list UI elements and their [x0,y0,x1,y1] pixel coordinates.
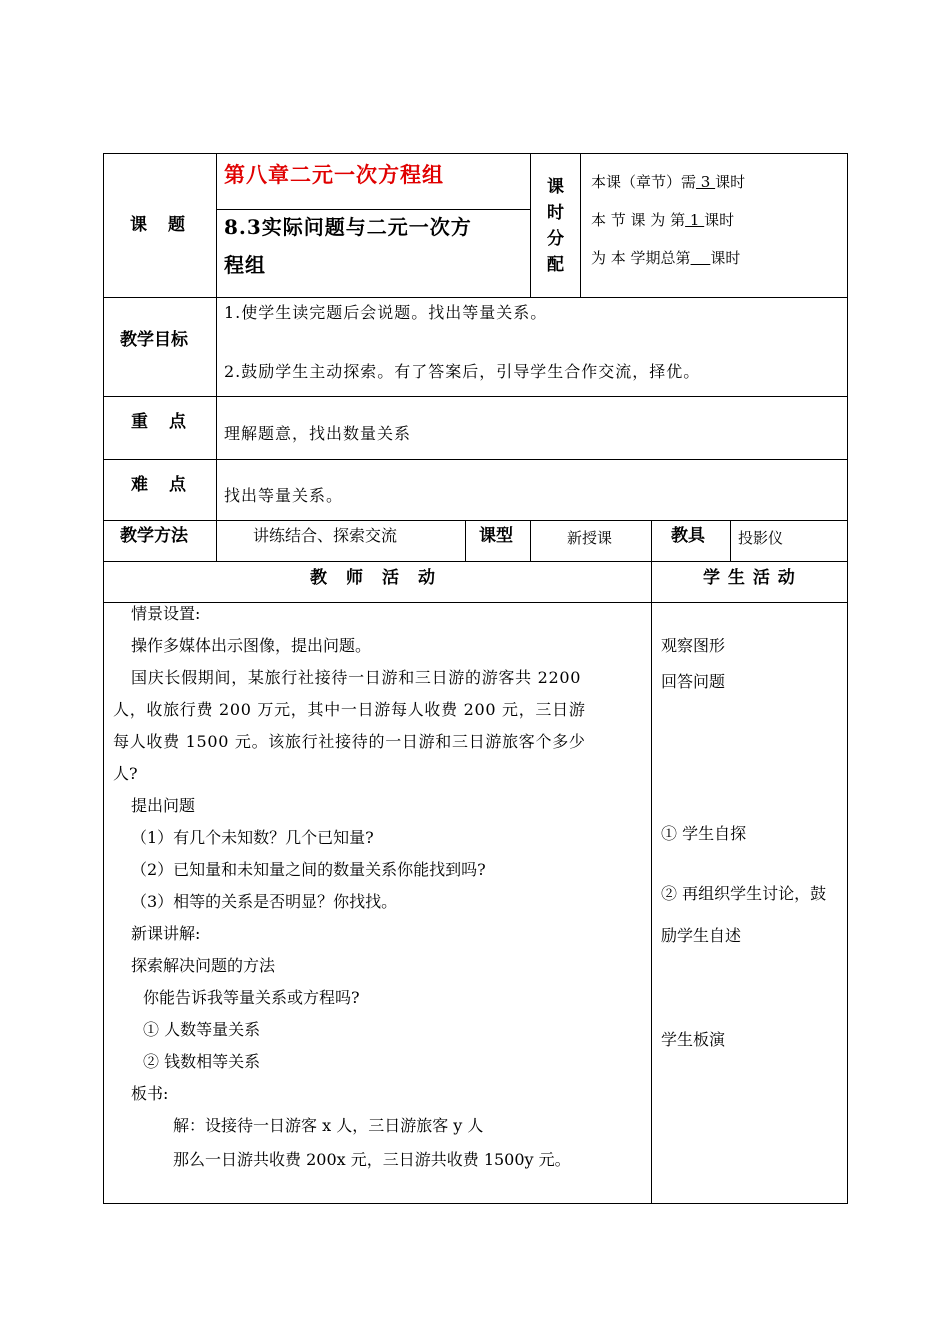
chapter-title: 第八章二元一次方程组 [224,162,444,187]
period-value: 1 [685,211,705,229]
teacher-line: 那么一日游共收费 200x 元，三日游共收费 1500y 元。 [173,1150,571,1169]
label-column-divider [216,153,217,561]
teacher-line: 情景设置: [131,604,201,623]
method-label: 教学方法 [120,526,188,546]
period-text: 课时 [715,173,746,191]
objective-item: 1.使学生读完题后会说题。找出等量关系。 [224,303,548,322]
period-line-2 [591,210,734,230]
title-divider [216,209,531,210]
row-divider [103,561,848,562]
row-divider [103,459,848,460]
student-line: 观察图形 [661,636,726,655]
type-divider [530,520,531,562]
tool-divider [730,520,731,562]
title-column-divider [530,153,531,298]
tool-label: 教具 [671,526,705,546]
teacher-line: 你能告诉我等量关系或方程吗? [143,988,360,1007]
teacher-line: 新课讲解: [131,924,201,943]
teacher-line: 板书: [131,1084,169,1103]
teacher-line: 人，收旅行费 200 万元，其中一日游每人收费 200 元，三日游 [113,700,586,719]
key-point-label: 重 点 [131,412,188,432]
teacher-line: 操作多媒体出示图像，提出问题。 [131,636,372,655]
table-border-left [103,153,104,1204]
student-line: ② 再组织学生讨论，鼓 [661,884,827,903]
period-text: 课时 [710,249,741,267]
lesson-title-line2: 程组 [224,253,266,277]
period-text: 本 节 课 为 第 [591,211,686,229]
teacher-line: ① 人数等量关系 [143,1020,261,1039]
period-line-1 [591,172,745,192]
period-value: 3 [696,173,716,191]
type-label: 课型 [479,526,513,546]
teacher-line: （2）已知量和未知量之间的数量关系你能找到吗? [131,860,486,879]
lesson-title-line1: 8.3实际问题与二元一次方 [224,215,472,239]
teacher-line: （1）有几个未知数？几个已知量? [131,828,374,847]
student-line: 回答问题 [661,672,726,691]
objectives-label: 教学目标 [120,330,188,350]
student-line: 学生板演 [661,1030,726,1049]
objective-item: 2.鼓励学生主动探索。有了答案后，引导学生合作交流，择优。 [224,362,701,381]
period-text: 为 本 学期总第 [591,249,691,267]
activity-column-divider [651,520,652,1204]
method-divider [465,520,466,562]
topic-label: 课 题 [130,215,187,235]
student-line: 励学生自述 [661,926,742,945]
teacher-line: 每人收费 1500 元。该旅行社接待的一日游和三日游旅客个多少 [113,732,586,751]
table-border-top [103,153,848,154]
teacher-line: ② 钱数相等关系 [143,1052,261,1071]
period-label-char: 课 [547,177,564,197]
period-text: 课时 [704,211,735,229]
type-value: 新授课 [567,529,613,547]
period-text: 本课（章节）需 [591,173,697,191]
teacher-line: 探索解决问题的方法 [131,956,276,975]
student-activity-header: 学 生 活 动 [703,568,796,588]
period-label-char: 配 [547,255,564,275]
teacher-line: 解：设接待一日游客 x 人，三日游旅客 y 人 [173,1116,484,1135]
difficulty-label: 难 点 [131,475,188,495]
period-line-3 [591,248,740,268]
teacher-line: 人? [113,764,138,783]
period-label-divider [580,153,581,298]
key-point-text: 理解题意，找出数量关系 [224,424,412,443]
method-value: 讲练结合、探索交流 [253,526,398,545]
row-divider [103,520,848,521]
row-divider [103,297,848,298]
period-label-char: 时 [547,203,564,223]
tool-value: 投影仪 [738,529,784,547]
table-border-right [847,153,848,1204]
period-value [691,249,711,267]
teacher-activity-header: 教 师 活 动 [310,568,436,588]
row-divider [103,602,848,603]
teacher-line: 国庆长假期间，某旅行社接待一日游和三日游的游客共 2200 [131,668,582,687]
teacher-line: （3）相等的关系是否明显？你找找。 [131,892,398,911]
student-line: ① 学生自探 [661,824,747,843]
table-border-bottom [103,1203,848,1204]
teacher-line: 提出问题 [131,796,196,815]
difficulty-text: 找出等量关系。 [224,486,344,505]
row-divider [103,396,848,397]
period-label-char: 分 [547,229,564,249]
